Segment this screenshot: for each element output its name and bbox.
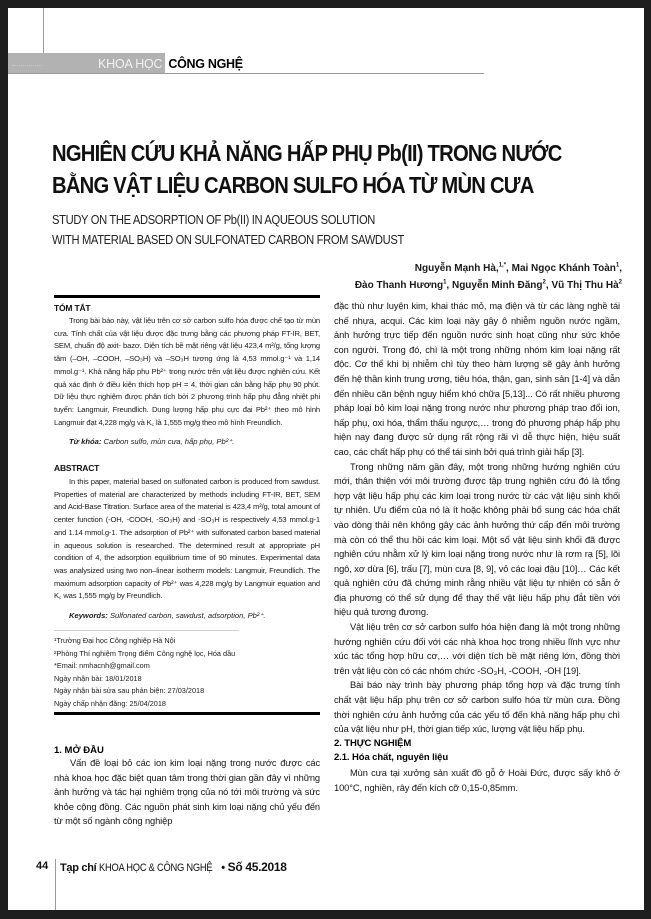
journal-title: KHOA HỌC & CÔNG NGHỆ	[99, 862, 213, 874]
author-line-2	[355, 277, 622, 294]
summary-keywords-value: Carbon sulfo, mùn cưa, hấp phụ, Pb²⁺.	[103, 437, 235, 446]
author-separator: ,	[446, 280, 452, 291]
abstract-keywords-value: Sulfonated carbon, sawdust, adsorption, Pb²⁺.	[109, 611, 266, 620]
right-column	[334, 299, 620, 795]
abstract-heading: ABSTRACT	[54, 463, 100, 473]
summary-paragraph: Trong bài báo này, vật liệu trên cơ sở carbon sulfo hóa được chế tạo từ mùn cưa. Tính chất của vật liệu được đặc trưng bằng các phương pháp FT-IR, BET, SEM, chuẩn độ axit- bazơ. Diện tích bề mặt riêng vật liệu 423,4 m²/g, tổng lượng tâm (–OH, –COOH, –SO₃H) và –SO₃H tương ứng là 4,53 mmol.g⁻¹ và 1,14 mmol.g⁻¹. Khả năng hấp phụ Pb²⁺ trong nước trên vật liệu được nghiên cứu. Kết quả xác định ở điều kiện thích hợp pH = 4, thời gian cân bằng hấp phụ 90 phút. Dữ liệu thực nghiệm được phân tích bởi 2 phương trình hấp phụ đẳng nhiệt phi tuyến: Langmuir, Freundlich. Dung lượng hấp phụ cực đại Pb²⁺ theo mô hình Langmuir đạt 4,228 mg/g và K꜀ là 1,555 mg/g theo mô hình Freundlich.	[54, 316, 320, 427]
section-label-cong-nghe: CÔNG NGHỆ	[168, 57, 243, 71]
author-name: Nguyễn Mạnh Hà,	[414, 263, 499, 274]
paragraph: Bài báo này trình bày phương pháp tổng hợp và đặc trưng tính chất vật liệu hấp phụ trên cơ sở carbon sulfo hóa từ mùn cưa. Đồng thời nghiên cứu ảnh hưởng của các yếu tố đến khả năng hấp phụ chì của vật liệu như pH, thời gian tiếp xúc, lượng vật liệu hấp phụ.	[334, 680, 620, 735]
paragraph: Trong những năm gần đây, một trong những hướng nghiên cứu mới, thân thiện với môi trường được tập trung nghiên cứu đó là tổng hợp vật liệu hấp phụ các kim loại trong nước từ các vật liệu sinh khối tự nhiên. Ưu điểm của nó là ít hoặc không phải bổ sung các hóa chất vào dòng thải nên không gây các ảnh hưởng thứ cấp đến môi trường mà còn có thể thu hồi các kim loại. Một số vật liệu sinh khối đã được nghiên cứu nhằm xử lý kim loại nặng trong nước như là rơm rạ [5], lõi ngô, xơ dừa [6], trấu [7], mùn cưa [8, 9], vỏ các loại đậu [10]… Các kết quả nghiên cứu đã chứng minh rằng nhiều vật liệu tự nhiên có sẵn ở địa phương có thể sử dụng để thay thế vật liệu hấp phụ đắt tiền với hiệu quả tương đương.	[334, 461, 620, 618]
author-affiliation-mark: 2	[542, 279, 546, 286]
title-en-line-2: WITH MATERIAL BASED ON SULFONATED CARBON FROM SAWDUST	[52, 232, 404, 247]
section-bar-grey-block	[8, 53, 98, 73]
author-name: Mai Ngọc Khánh Toàn	[511, 263, 616, 274]
author-separator: ,	[545, 280, 552, 291]
author-affiliation-mark: 2	[618, 279, 622, 286]
author-list	[355, 260, 622, 294]
journal-prefix: Tạp chí	[60, 862, 97, 874]
bullet-icon: •	[221, 862, 225, 874]
title-en-line-1: STUDY ON THE ADSORPTION OF Pb(II) IN AQUEOUS SOLUTION	[52, 212, 376, 227]
affiliations-bottom-rule	[54, 712, 320, 715]
article-title-en	[52, 210, 404, 250]
abstract-keywords-label: Keywords:	[69, 611, 108, 620]
paragraph: Vật liệu trên cơ sở carbon sulfo hóa hiện đang là một trong những hướng nghiên cứu đối với các nhà khoa học trong nhiều lĩnh vực như xúc tác tổng hợp hữu cơ,… với diện tích bề mặt riêng lớn, đồng thời trên vật liệu còn có các nhóm chức -SO₃H, -COOH, -OH [19].	[334, 622, 620, 676]
footer-vertical-rule	[55, 859, 56, 910]
paragraph: Mùn cưa tại xưởng sản xuất đồ gỗ ở Hoài Đức, được sấy khô ở 100°C, nghiền, rây đến kích cỡ 0,15-0,85mm.	[334, 768, 620, 793]
summary-keywords	[69, 437, 234, 446]
section-1-text-left	[54, 756, 320, 829]
summary-text	[54, 315, 320, 429]
page-number: 44	[36, 860, 49, 872]
section-1-left	[54, 745, 320, 829]
abstract-bottom-rule	[54, 630, 239, 631]
author-name: Nguyễn Minh Đăng	[451, 280, 543, 291]
author-affiliation-mark: 1,*	[498, 262, 507, 269]
corresponding-email: *Email: nmhacnh@gmail.com	[54, 661, 150, 670]
section-2-1-heading: 2.1. Hóa chất, nguyên liệu	[334, 752, 449, 764]
title-vi-line-1: NGHIÊN CỨU KHẢ NĂNG HẤP PHỤ Pb(II) TRONG NƯỚC	[52, 140, 562, 166]
summary-top-rule	[54, 295, 320, 298]
author-name: Vũ Thị Thu Hà	[551, 280, 619, 291]
summary-keywords-label: Từ khóa:	[69, 437, 102, 446]
title-vi-line-2: BẰNG VẬT LIỆU CARBON SULFO HÓA TỪ MÙN CƯA	[52, 172, 534, 198]
page-footer	[8, 860, 644, 910]
section-header-bar	[8, 53, 484, 74]
issue-number: Số 45.2018	[227, 860, 287, 874]
author-separator: ,	[619, 263, 622, 274]
paragraph: đặc thù như luyện kim, khai thác mỏ, mạ điện và từ các làng nghề tái chế nhựa, acqui. Các kim loại này gây ô nhiễm nguồn nước ngầm, ảnh hưởng trực tiếp đến nguồn nước sinh hoạt cũng như sức khỏe con người. Trong đó, chì là một trong những nhóm kim loại nặng rất độc. Cơ thể khi bị nhiễm chì tùy theo hàm lượng sẽ gây ảnh hưởng đến hệ thần kinh trung ương, tiêu hóa, thận, gan, sinh sản [1-4] và dẫn đến nhiều căn bệnh nguy hiểm khó chữa [5,13]... Có rất nhiều phương pháp loại bỏ kim loại nặng trong nước như phương pháp trao đổi ion, hấp phụ, oxi hóa, thẩm thấu ngược,… trong đó phương pháp hấp phụ hiện nay đang được sử dụng rất rộng rãi vì dễ thực hiện, hiệu suất cao, các chất hấp phụ có thể tái sinh bởi quá trình giải hấp [3].	[334, 301, 620, 457]
date-revised: Ngày nhận bài sửa sau phản biện: 27/03/2018	[54, 686, 205, 695]
header-vertical-rule	[43, 8, 44, 53]
section-1-heading: 1. MỞ ĐẦU	[54, 745, 104, 756]
author-separator: ,	[506, 263, 512, 274]
paragraph: Vấn đề loại bỏ các ion kim loại nặng trong nước được các nhà khoa học đặc biệt quan tâm trong thời gian gần đây vì những ảnh hưởng và tác hại nghiêm trọng của nó tới môi trường và sức khỏe cộng đồng. Các nguồn phát sinh kim loại nặng chủ yếu đến từ một số ngành công nghiệp	[54, 758, 320, 827]
section-2-heading: 2. THỰC NGHIỆM	[334, 737, 412, 749]
affiliations-block	[54, 635, 320, 710]
section-label-khoa-hoc: KHOA HỌC	[98, 53, 165, 73]
date-accepted: Ngày chấp nhận đăng: 25/04/2018	[54, 698, 166, 708]
affiliation-1: ¹Trường Đại học Công nghiệp Hà Nội	[54, 636, 176, 645]
author-affiliation-mark: 1	[615, 262, 620, 269]
abstract-text	[54, 476, 320, 603]
journal-page	[8, 8, 644, 910]
author-line-1	[355, 260, 622, 277]
abstract-paragraph: In this paper, material based on sulfonated carbon is produced from sawdust. Properties of material are characterized by methods including FT-IR, BET, SEM and Acid-Base Titration. Surface area of the material is 423,4 m²/g, total amount of center function (-OH, -COOH, -SO₃H) and -SO₃H is respectively 4,53 mmol.g-1 and 1.14 mmol.g-1. The adsorption of Pb²⁺ with sulfonated carbon based material in aqueous solution is researched. The determined result at appropriate pH condition of 4, the adsorption equilibrium time of 90 minutes. Experimental data was analysized using two non–linear isotherm models: Langmuir, Freundlich. The maximum adsorption capacity of Pb²⁺ was 4,228 mg/g by Langmuir equation and K꜀ was 1,555 mg/g by Freundlich.	[54, 477, 320, 601]
author-name: Đào Thanh Hương	[354, 280, 444, 291]
affiliation-2: ²Phòng Thí nghiệm Trọng điểm Công nghệ lọc, Hóa dầu	[54, 648, 236, 658]
author-affiliation-mark: 1	[443, 279, 447, 286]
dotted-rule	[12, 65, 42, 66]
journal-name	[60, 860, 287, 874]
summary-heading: TÓM TẮT	[54, 303, 91, 313]
abstract-keywords	[69, 611, 266, 620]
date-received: Ngày nhận bài: 18/01/2018	[54, 673, 142, 683]
article-title-vi	[52, 137, 562, 201]
